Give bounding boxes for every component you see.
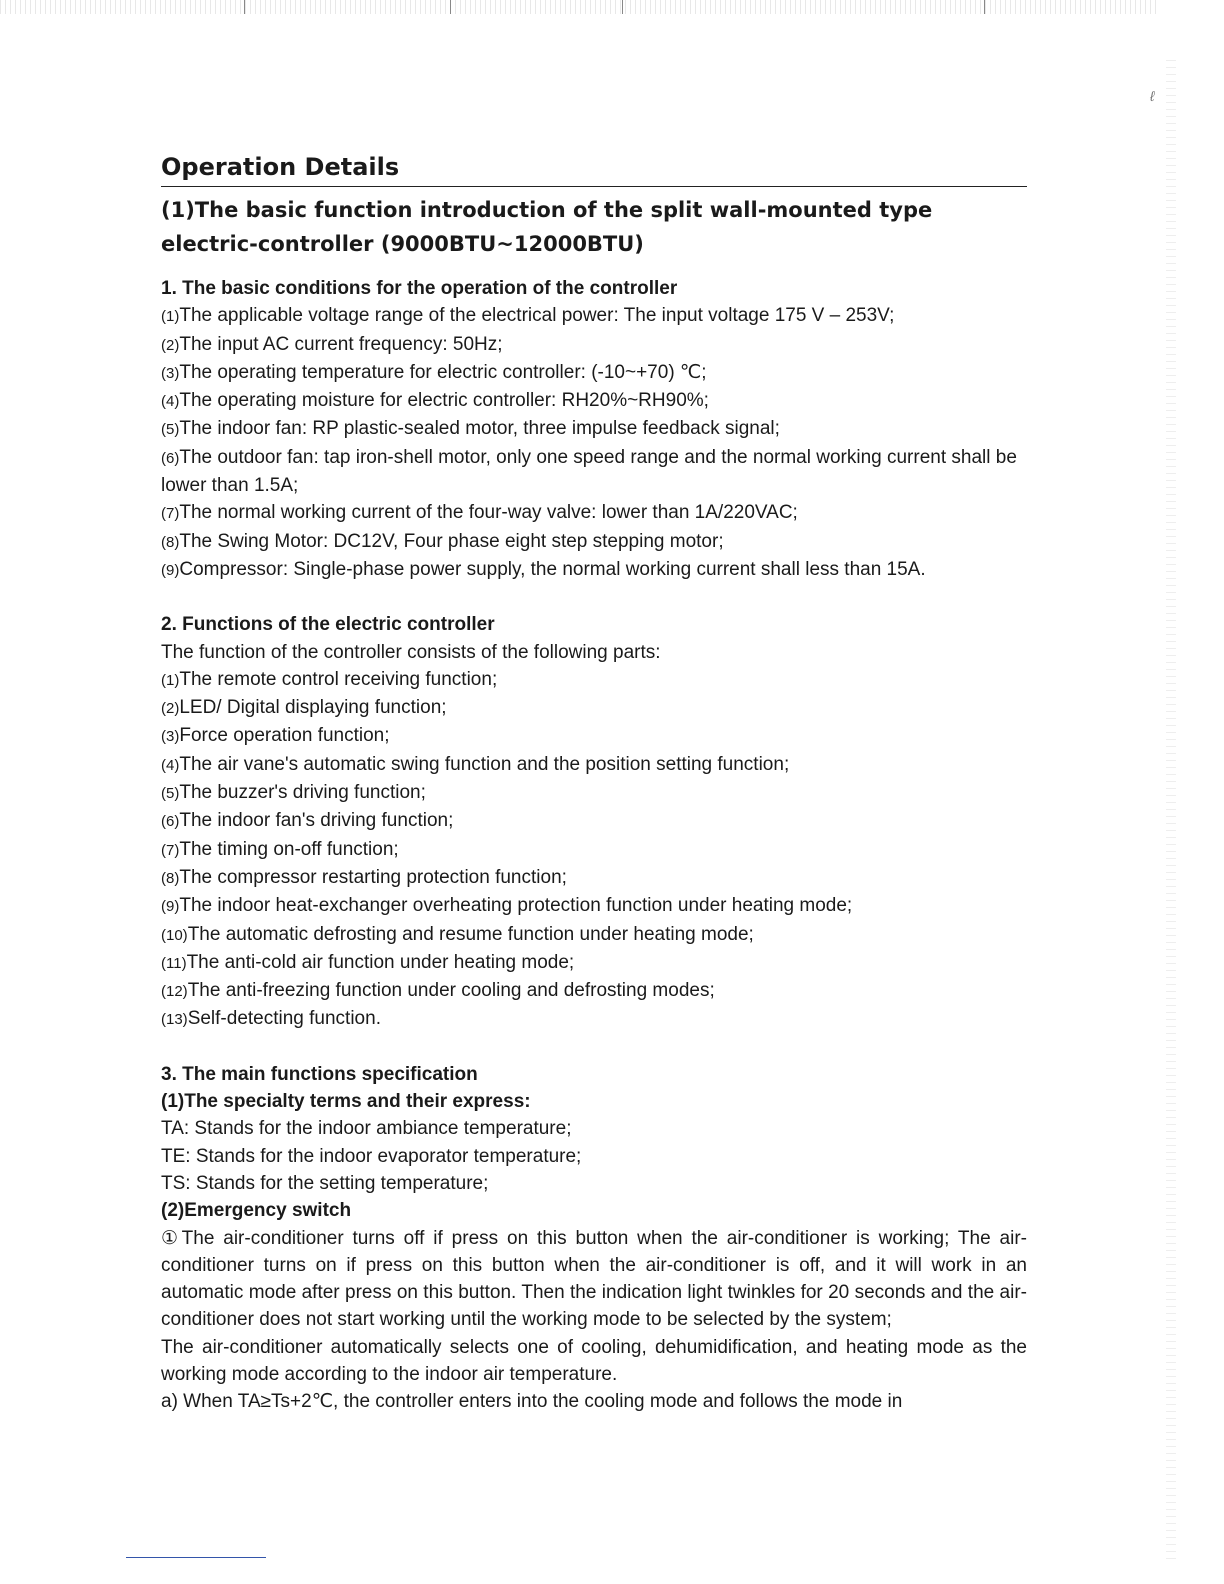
item-number: (12) (161, 983, 188, 1001)
item-number: (5) (161, 421, 180, 439)
scan-mark (450, 0, 451, 14)
item-text: The air vane's automatic swing function and the position setting function; (179, 753, 790, 775)
item-number: (10) (161, 926, 188, 944)
item-number: (13) (161, 1011, 188, 1029)
item-text: The buzzer's driving function; (179, 782, 426, 804)
item-text: LED/ Digital displaying function; (179, 697, 447, 719)
list-item (161, 387, 1027, 415)
item-number: (9) (161, 898, 180, 916)
item-number: (7) (161, 505, 180, 523)
scan-noise-right (1166, 60, 1176, 1560)
list-item (161, 751, 1027, 779)
item-number: (2) (161, 336, 180, 354)
item-number: (5) (161, 785, 180, 803)
section-intro: The function of the controller consists of the following parts: (161, 641, 661, 663)
item-text: The applicable voltage range of the electrical power: The input voltage 175 V – 253V; (179, 305, 895, 327)
list-item (161, 302, 1027, 330)
item-text: Compressor: Single-phase power supply, the normal working current shall less than 15A. (179, 558, 926, 580)
item-number: (3) (161, 364, 180, 382)
list-item (161, 722, 1027, 750)
item-text: The normal working current of the four-way valve: lower than 1A/220VAC; (179, 502, 798, 524)
scan-mark (244, 0, 245, 14)
item-number: (4) (161, 393, 180, 411)
page-subtitle: (1)The basic function introduction of the split wall-mounted type electric-controller (9000BTU~12000BTU) (161, 198, 933, 256)
item-text: The anti-cold air function under heating mode; (186, 951, 575, 973)
paragraph: a) When TA≥Ts+2℃, the controller enters into the cooling mode and follows the mode in (161, 1391, 903, 1413)
item-text: The indoor fan: RP plastic-sealed motor, three impulse feedback signal; (179, 418, 780, 440)
section-heading: 2. Functions of the electric controller (161, 614, 495, 636)
list-item (161, 415, 1027, 443)
list-item (161, 949, 1027, 977)
term-line: TE: Stands for the indoor evaporator temperature; (161, 1145, 582, 1167)
section-functions (161, 611, 1027, 1033)
item-number: (2) (161, 700, 180, 718)
term-line: TS: Stands for the setting temperature; (161, 1172, 489, 1194)
item-text: The indoor fan's driving function; (179, 810, 454, 832)
list-item (161, 694, 1027, 722)
paragraph: The air-conditioner automatically selects one of cooling, dehumidification, and heating mode as the working mode according to the indoor air temperature. (161, 1336, 1027, 1385)
list-item (161, 977, 1027, 1005)
list-item (161, 666, 1027, 694)
term-line: TA: Stands for the indoor ambiance temperature; (161, 1118, 572, 1140)
item-number: (7) (161, 841, 180, 859)
item-text: The indoor heat-exchanger overheating protection function under heating mode; (179, 895, 853, 917)
subsection-heading: (2)Emergency switch (161, 1200, 352, 1222)
list-item (161, 807, 1027, 835)
item-number: (11) (161, 954, 187, 972)
item-text: Force operation function; (179, 725, 390, 747)
item-number: ① (161, 1227, 182, 1249)
item-text: The input AC current frequency: 50Hz; (179, 333, 503, 355)
page-title: Operation Details (161, 150, 1027, 187)
list-item (161, 1005, 1027, 1033)
bottom-line (126, 1557, 266, 1558)
item-text: The compressor restarting protection function; (179, 866, 567, 888)
paragraph-text: The air-conditioner turns off if press on this button when the air-conditioner is working; The air-conditioner turns on if press on this button when the air-conditioner is off, and it will work in an automatic mode after press on this button. Then the indication light twinkles for 20 seconds and the air-conditioner does not start working until the working mode to be selected by the system; (161, 1227, 1027, 1331)
item-text: The operating temperature for electric controller: (-10~+70) ℃; (179, 361, 707, 383)
item-number: (6) (161, 813, 180, 831)
list-item (161, 779, 1027, 807)
list-item (161, 444, 1027, 500)
list-item (161, 892, 1027, 920)
paragraph (161, 1225, 1027, 1334)
item-number: (8) (161, 869, 180, 887)
section-basic-conditions (161, 275, 1027, 584)
list-item (161, 499, 1027, 527)
subsection-heading: (1)The specialty terms and their express: (161, 1091, 531, 1113)
scan-mark (622, 0, 623, 14)
item-number: (3) (161, 728, 180, 746)
list-item (161, 359, 1027, 387)
list-item (161, 921, 1027, 949)
item-text: The remote control receiving function; (179, 668, 498, 690)
document-page (161, 150, 1027, 1416)
item-number: (1) (161, 671, 180, 689)
item-text: The outdoor fan: tap iron-shell motor, only one speed range and the normal working current shall be lower than 1.5A; (161, 446, 1017, 497)
item-text: The operating moisture for electric controller: RH20%~RH90%; (179, 390, 709, 412)
corner-mark: ℓ (1150, 88, 1155, 104)
item-text: The timing on-off function; (179, 838, 399, 860)
list-item (161, 331, 1027, 359)
item-text: The automatic defrosting and resume function under heating mode; (187, 923, 754, 945)
scan-noise-top (0, 0, 1160, 14)
list-item (161, 836, 1027, 864)
list-item (161, 556, 1027, 584)
item-number: (1) (161, 308, 180, 326)
item-number: (6) (161, 449, 180, 467)
section-heading: 1. The basic conditions for the operation of the controller (161, 278, 678, 299)
section-heading: 3. The main functions specification (161, 1063, 478, 1085)
item-number: (8) (161, 533, 180, 551)
list-item (161, 528, 1027, 556)
item-text: The anti-freezing function under cooling and defrosting modes; (187, 980, 715, 1002)
item-number: (9) (161, 561, 180, 579)
list-item (161, 864, 1027, 892)
item-text: Self-detecting function. (187, 1008, 381, 1030)
item-text: The Swing Motor: DC12V, Four phase eight step stepping motor; (179, 530, 724, 552)
scan-mark (984, 0, 985, 14)
item-number: (4) (161, 756, 180, 774)
section-main-functions (161, 1061, 1027, 1416)
